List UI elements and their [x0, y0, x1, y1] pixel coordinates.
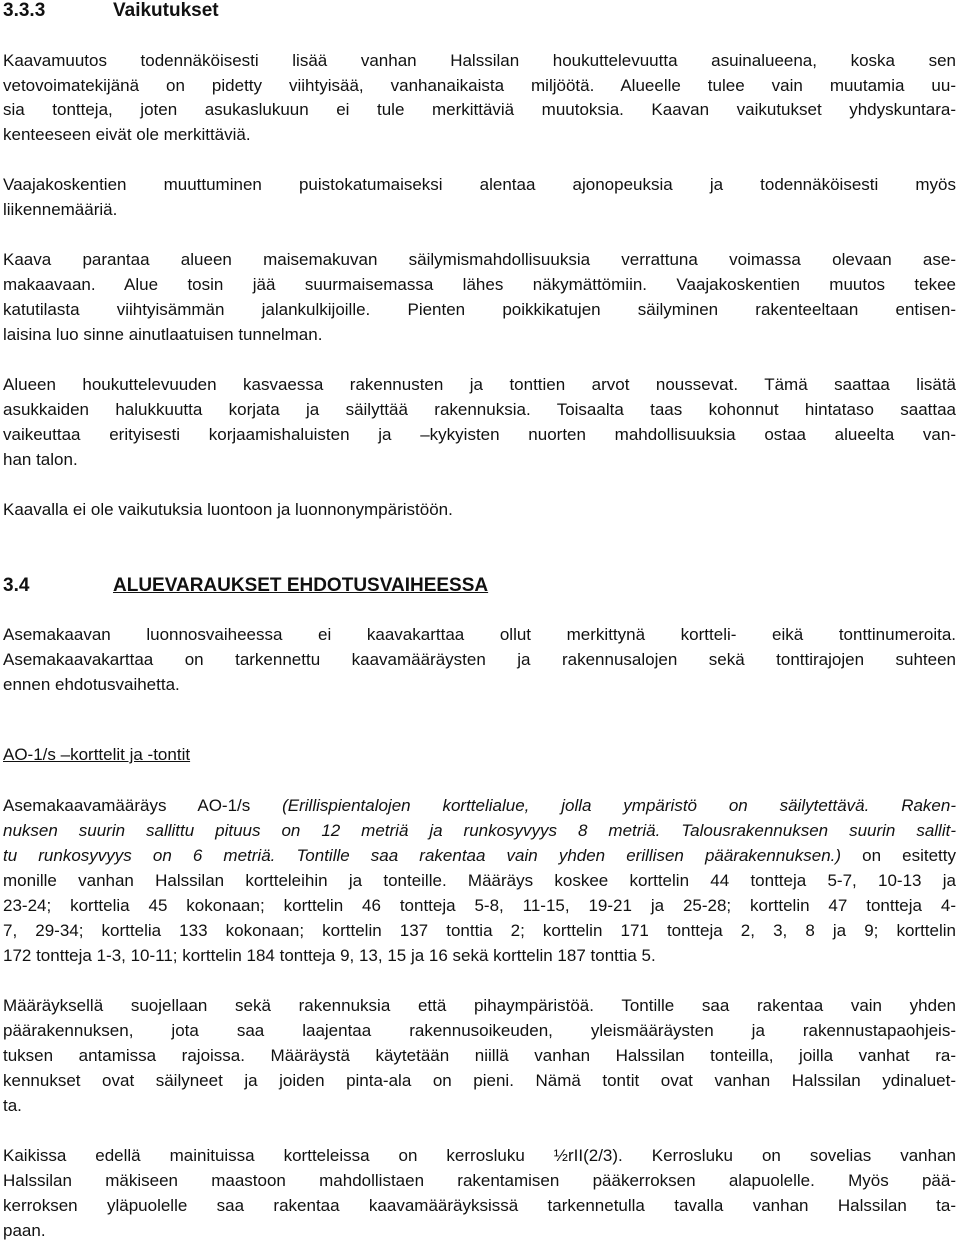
- paragraph-line: ennen ehdotusvaihetta.: [3, 675, 180, 694]
- paragraph-line: liikennemääriä.: [3, 200, 118, 219]
- section-heading-333: [3, 0, 219, 22]
- paragraph-line: Asemakaavakarttaa on tarkennettu kaavamääräysten ja rakennusalojen sekä tonttirajojen suhteen: [3, 650, 956, 669]
- paragraph-line: paan.: [3, 1221, 46, 1240]
- paragraph-line: monille vanhan Halssilan kortteleihin ja tonteille. Määräys koskee korttelin 44 tontteja 5-7, 10-13 ja: [3, 871, 956, 890]
- section-number: 3.4: [3, 575, 30, 596]
- paragraph-line: Kaava parantaa alueen maisemakuvan säilymismahdollisuuksia verrattuna voimassa olevaan ase-: [3, 250, 956, 269]
- paragraph-line: kerroksen yläpuolelle saa rakentaa kaavamääräyksissä tarkennetulla tavalla vanhan Halssilan ta-: [3, 1196, 956, 1215]
- paragraph-line: Halssilan mäkiseen maastoon mahdollistaen rakentamisen pääkerroksen alapuolelle. Myös pää-: [3, 1171, 956, 1190]
- section-title: Vaikutukset: [113, 0, 219, 21]
- paragraph-line: päärakennuksen, jota saa laajentaa rakennusoikeuden, yleismääräysten ja rakennustapaohjeis-: [3, 1021, 956, 1040]
- paragraph-line: kenteeseen eivät ole merkittäviä.: [3, 125, 251, 144]
- paragraph-line: vaikeuttaa erityisesti korjaamishaluisten ja –kykyisten nuorten mahdollisuuksia ostaa alueelta van-: [3, 425, 956, 444]
- paragraph-line: 23-24; korttelia 45 kokonaan; korttelin 46 tontteja 5-8, 11-15, 19-21 ja 25-28; korttelin 47 tontteja 4-: [3, 896, 956, 915]
- section-number: 3.3.3: [3, 0, 46, 21]
- paragraph-line: nuksen suurin sallittu pituus on 12 metriä ja runkosyvyys 8 metriä. Talousrakennuksen suurin sallit-: [3, 821, 956, 840]
- paragraph-line: 172 tontteja 1-3, 10-11; korttelin 184 tontteja 9, 13, 15 ja 16 sekä korttelin 187 tonttia 5.: [3, 946, 656, 965]
- paragraph-line: 7, 29-34; korttelia 133 kokonaan; korttelin 137 tonttia 2; korttelin 171 tontteja 2, 3, 8 ja 9; korttelin: [3, 921, 956, 940]
- section-heading-34: [3, 575, 488, 597]
- paragraph-line: tuksen antamissa rajoissa. Määräystä käytetään niillä vanhan Halssilan tonteilla, joilla vanhat ra-: [3, 1046, 956, 1065]
- paragraph-line: Kaavalla ei ole vaikutuksia luontoon ja luonnonympäristöön.: [3, 500, 453, 519]
- paragraph-line: Kaikissa edellä mainituissa kortteleissa on kerrosluku ½rII(2/3). Kerrosluku on sovelias vanhan: [3, 1146, 956, 1165]
- subsection-title: AO-1/s –korttelit ja -tontit: [3, 745, 191, 764]
- paragraph-line: sia tontteja, joten asukaslukuun ei tule merkittäviä muutoksia. Kaavan vaikutukset yhdyskuntara-: [3, 100, 956, 119]
- paragraph-line: Asemakaavan luonnosvaiheessa ei kaavakarttaa ollut merkittynä kortteli- eikä tonttinumeroita.: [3, 625, 956, 644]
- paragraph-line: Vaajakoskentien muuttuminen puistokatumaiseksi alentaa ajonopeuksia ja todennäköisesti myös: [3, 175, 956, 194]
- paragraph-line: [3, 845, 956, 867]
- paragraph-line: asukkaiden halukkuutta korjata ja säilyttää rakennuksia. Toisaalta taas kohonnut hintataso saattaa: [3, 400, 956, 419]
- paragraph-line: Kaavamuutos todennäköisesti lisää vanhan Halssilan houkuttelevuutta asuinalueena, koska sen: [3, 51, 956, 70]
- paragraph-line: katutilasta viihtyisämmän jalankulkijoille. Pienten poikkikatujen säilyminen rakenteeltaan entisen-: [3, 300, 956, 319]
- paragraph-line: makaavaan. Alue tosin jää suurmaisemassa lähes näkymättömiin. Vaajakoskentien muutos tekee: [3, 275, 956, 294]
- paragraph-line: han talon.: [3, 450, 78, 469]
- text-run: on esitetty: [841, 846, 956, 865]
- regulation-text: (Erillispientalojen korttelialue, jolla ympäristö on säilytettävä. Raken-: [282, 796, 956, 815]
- paragraph-line: vetovoimatekijänä on pidetty viihtyisää, vanhanaikaista miljöötä. Alueelle tulee vain muutamia uu-: [3, 76, 956, 95]
- text-run: Asemakaavamääräys AO-1/s: [3, 796, 283, 815]
- paragraph-line: Määräyksellä suojellaan sekä rakennuksia että pihaympäristöä. Tontille saa rakentaa vain yhden: [3, 996, 956, 1015]
- regulation-text: tu runkosyvyys on 6 metriä. Tontille saa rakentaa vain yhden erillisen päärakennuksen.): [3, 846, 842, 865]
- paragraph-line: ta.: [3, 1096, 22, 1115]
- section-title: ALUEVARAUKSET EHDOTUSVAIHEESSA: [113, 575, 489, 596]
- paragraph-line: Alueen houkuttelevuuden kasvaessa rakennusten ja tonttien arvot noussevat. Tämä saattaa lisätä: [3, 375, 956, 394]
- paragraph-line: laisina luo sinne ainutlaatuisen tunnelman.: [3, 325, 323, 344]
- paragraph-line: kennukset ovat säilyneet ja joiden pinta-ala on pieni. Nämä tontit ovat vanhan Halssilan ydinaluet-: [3, 1071, 956, 1090]
- paragraph-line: [3, 795, 956, 817]
